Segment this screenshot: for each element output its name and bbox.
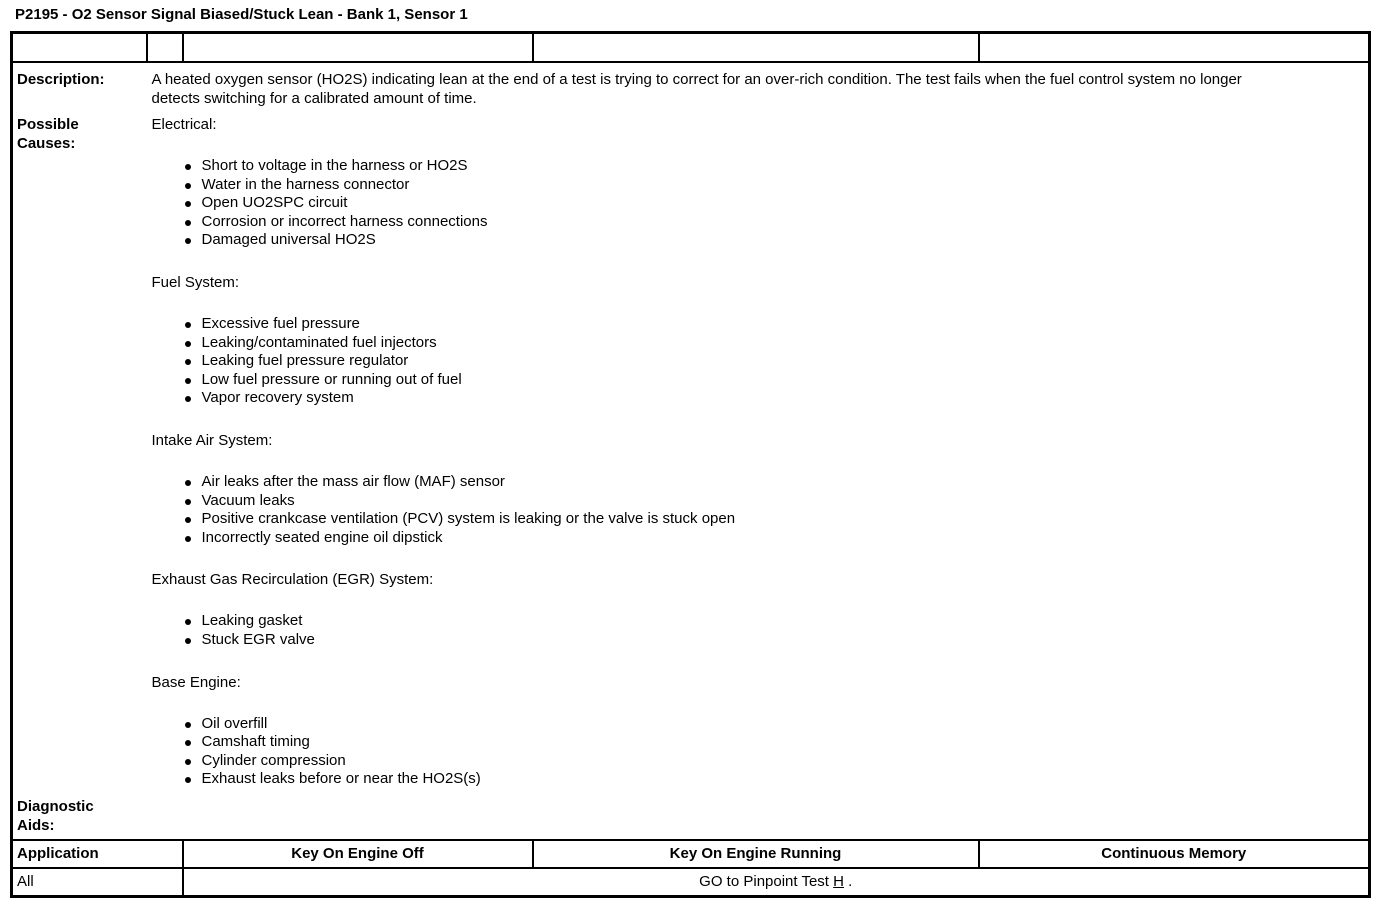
cause-list (152, 715, 1363, 789)
pinpoint-header-row (12, 840, 1370, 868)
cause-item: Air leaks after the mass air flow (MAF) sensor (202, 473, 1363, 492)
cause-item: Excessive fuel pressure (202, 315, 1363, 334)
blank-cell (183, 33, 533, 63)
cause-item: Incorrectly seated engine oil dipstick (202, 529, 1363, 548)
header-continuous-memory: Continuous Memory (979, 840, 1370, 868)
dtc-table (10, 31, 1371, 898)
text-column (147, 62, 1370, 840)
cause-item: Vapor recovery system (202, 389, 1363, 408)
pinpoint-row (12, 868, 1370, 897)
blank-cell (979, 33, 1370, 63)
possible-causes-label: Possible Causes: (17, 116, 79, 152)
cause-item: Open UO2SPC circuit (202, 194, 1363, 213)
cause-item: Cylinder compression (202, 752, 1363, 771)
causes-section-intake-air (152, 431, 1363, 547)
section-heading: Fuel System: (151, 273, 240, 291)
action-text: GO to Pinpoint Test (699, 873, 829, 890)
cause-item: Vacuum leaks (202, 492, 1363, 511)
cause-item: Camshaft timing (202, 733, 1363, 752)
cause-item: Exhaust leaks before or near the HO2S(s) (202, 770, 1363, 789)
cause-item: Water in the harness connector (202, 176, 1363, 195)
section-heading: Electrical: (151, 116, 217, 133)
cause-item: Corrosion or incorrect harness connections (202, 213, 1363, 232)
description-text: A heated oxygen sensor (HO2S) indicating lean at the end of a test is trying to correct for an over-rich condition. The test fails when the fuel control system no longer detects switching for a calibrated amount of time. (151, 71, 1242, 107)
cause-list (152, 612, 1363, 649)
cause-item: Leaking fuel pressure regulator (202, 352, 1363, 371)
causes-section-base-engine (152, 673, 1363, 789)
blank-cell (147, 33, 183, 63)
cause-item: Positive crankcase ventilation (PCV) system is leaking or the valve is stuck open (202, 510, 1363, 529)
pinpoint-test-link[interactable]: H (833, 873, 844, 890)
action-suffix: . (848, 873, 853, 890)
page-title: P2195 - O2 Sensor Signal Biased/Stuck Lean - Bank 1, Sensor 1 (15, 6, 468, 23)
application-cell: All (12, 868, 183, 897)
blank-cell (533, 33, 979, 63)
causes-section-electrical (152, 115, 1363, 250)
cause-item: Damaged universal HO2S (202, 231, 1363, 250)
header-application: Application (12, 840, 183, 868)
section-heading: Base Engine: (151, 673, 241, 691)
causes-section-fuel-system (152, 273, 1363, 408)
cause-item: Leaking/contaminated fuel injectors (202, 334, 1363, 353)
header-koer: Key On Engine Running (533, 840, 979, 868)
causes-section-egr (152, 570, 1363, 649)
blank-header-row (12, 33, 1370, 63)
header-koeo: Key On Engine Off (183, 840, 533, 868)
cause-item: Oil overfill (202, 715, 1363, 734)
section-heading: Exhaust Gas Recirculation (EGR) System: (151, 571, 434, 589)
label-column (12, 62, 147, 840)
action-cell (183, 868, 1370, 897)
cause-item: Short to voltage in the harness or HO2S (202, 157, 1363, 176)
cause-item: Leaking gasket (202, 612, 1363, 631)
cause-list (152, 473, 1363, 547)
cause-item: Low fuel pressure or running out of fuel (202, 371, 1363, 390)
cause-item: Stuck EGR valve (202, 631, 1363, 650)
cause-list (152, 157, 1363, 250)
section-heading: Intake Air System: (151, 431, 273, 449)
content-row (12, 62, 1370, 840)
blank-cell (12, 33, 147, 63)
description-label: Description: (17, 71, 105, 88)
diagnostic-aids-label: Diagnostic Aids: (17, 798, 94, 834)
cause-list (152, 315, 1363, 408)
